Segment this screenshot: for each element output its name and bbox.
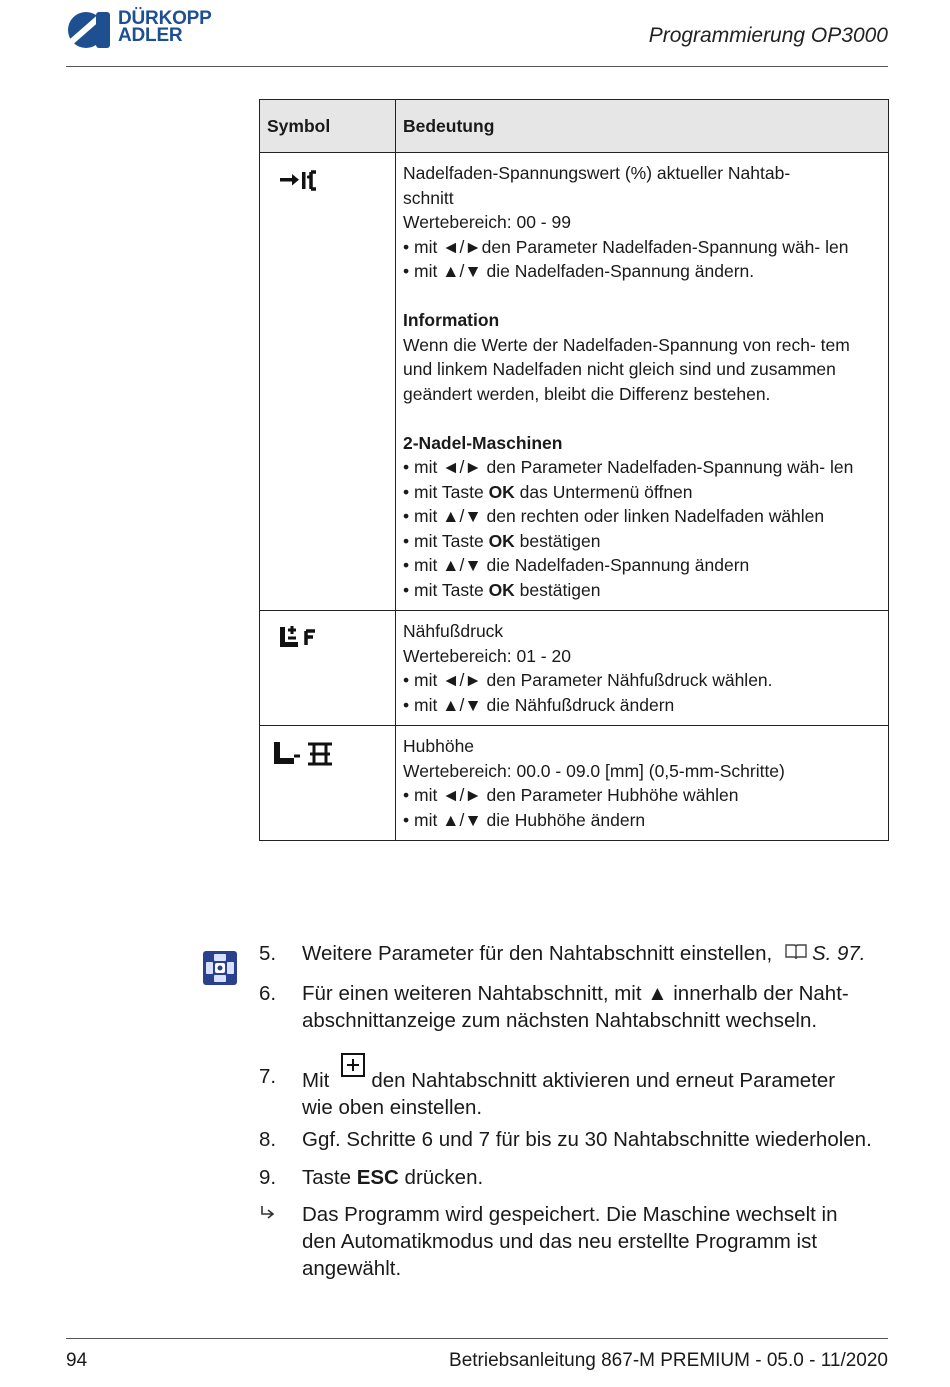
- presser-foot-pressure-icon: [278, 625, 328, 651]
- step-number: 8.: [259, 1128, 277, 1151]
- page-header-title: Programmierung OP3000: [648, 24, 888, 47]
- meaning-cell: [396, 726, 889, 841]
- footer-document-title: Betriebsanleitung 867-M PREMIUM - 05.0 - 11/2020: [449, 1350, 888, 1371]
- needle-thread-tension-icon: [278, 167, 324, 193]
- logo-text-line2: ADLER: [118, 25, 183, 46]
- step-5-text: Weitere Parameter für den Nahtabschnitt einstellen,: [302, 942, 773, 965]
- table-header-row: [260, 100, 889, 153]
- info-heading: Information: [403, 310, 500, 330]
- info-text: Wenn die Werte der Nadelfaden-Spannung von rech- tem und linkem Nadelfaden nicht gleich sind und zusammen geändert werden, bleibt die Differenz bestehen.: [403, 334, 850, 404]
- step-6-line-1: Für einen weiteren Nahtabschnitt, mit ▲ innerhalb der Naht-: [302, 982, 849, 1005]
- twin-needle-heading: 2-Nadel-Maschinen: [403, 432, 563, 453]
- page-reference-link[interactable]: S. 97.: [811, 942, 866, 965]
- twin-bullet-1: • mit ◄/► den Parameter Nadelfaden-Spannung wäh- len: [403, 457, 854, 477]
- step-7-text-b: den Nahtabschnitt aktivieren und erneut Parameter: [371, 1069, 836, 1092]
- step-number: 7.: [259, 1065, 277, 1088]
- stroke-height-icon: [272, 740, 336, 768]
- company-logo: [66, 10, 236, 50]
- meaning-cell: [396, 611, 889, 726]
- table-row: [260, 611, 889, 726]
- result-line-3: angewählt.: [302, 1257, 402, 1280]
- row3-range: Wertebereich: 00.0 - 09.0 [mm] (0,5-mm-Schritte): [403, 760, 785, 781]
- row3-bullet-1: • mit ◄/► den Parameter Hubhöhe wählen: [403, 785, 739, 805]
- twin-bullet-6: • mit Taste OK bestätigen: [403, 579, 601, 600]
- row2-range: Wertebereich: 01 - 20: [403, 645, 571, 666]
- twin-bullet-5: • mit ▲/▼ die Nadelfaden-Spannung ändern: [403, 555, 750, 575]
- row1-bullet-2: • mit ▲/▼ die Nadelfaden-Spannung ändern.: [403, 261, 755, 281]
- book-reference-icon: [784, 943, 808, 961]
- step-number: 9.: [259, 1166, 277, 1189]
- symbol-cell: [260, 726, 396, 841]
- step-number: 6.: [259, 982, 277, 1005]
- step-8-text: Ggf. Schritte 6 und 7 für bis zu 30 Nahtabschnitte wiederholen.: [302, 1128, 872, 1151]
- footer-divider: [66, 1338, 888, 1339]
- add-section-key-icon: [341, 1053, 365, 1077]
- row2-bullet-1: • mit ◄/► den Parameter Nähfußdruck wählen.: [403, 670, 773, 690]
- column-header-meaning: Bedeutung: [396, 100, 889, 153]
- row3-title: Hubhöhe: [403, 736, 475, 756]
- step-number: 5.: [259, 942, 277, 965]
- step-7-text-a: Mit: [302, 1069, 330, 1092]
- row2-title: Nähfußdruck: [403, 621, 504, 641]
- symbol-cell: [260, 153, 396, 611]
- result-line-1: Das Programm wird gespeichert. Die Maschine wechselt in: [302, 1203, 838, 1226]
- logo-text-line1: DÜRKOPP: [118, 8, 212, 29]
- page-number: 94: [66, 1350, 88, 1371]
- symbol-cell: [260, 611, 396, 726]
- step-6-line-2: abschnittanzeige zum nächsten Nahtabschnitt wechseln.: [302, 1009, 818, 1032]
- row2-bullet-2: • mit ▲/▼ die Nähfußdruck ändern: [403, 694, 675, 715]
- row1-range: Wertebereich: 00 - 99: [403, 212, 571, 232]
- table-row: [260, 726, 889, 841]
- row1-line-1: Nadelfaden-Spannungswert (%) aktueller Nahtab-: [403, 163, 791, 183]
- header-divider: [66, 66, 888, 67]
- step-7-line-2: wie oben einstellen.: [302, 1096, 483, 1119]
- table-row: [260, 153, 889, 611]
- twin-bullet-4: • mit Taste OK bestätigen: [403, 530, 601, 551]
- row1-bullet-1: • mit ◄/►den Parameter Nadelfaden-Spannung wäh- len: [403, 236, 849, 257]
- row3-bullet-2: • mit ▲/▼ die Hubhöhe ändern: [403, 809, 646, 830]
- twin-bullet-3: • mit ▲/▼ den rechten oder linken Nadelfaden wählen: [403, 506, 825, 526]
- column-header-symbol: Symbol: [260, 100, 396, 153]
- result-arrow-icon: [259, 1204, 279, 1224]
- twin-bullet-2: • mit Taste OK das Untermenü öffnen: [403, 481, 693, 502]
- parameter-table: [259, 99, 889, 841]
- step-9-text: Taste ESC drücken.: [302, 1166, 484, 1189]
- logo-mark-icon: [66, 10, 112, 50]
- meaning-cell: [396, 153, 889, 611]
- result-line-2: den Automatikmodus und das neu erstellte Programm ist: [302, 1230, 818, 1253]
- keypad-navigation-icon: [203, 951, 237, 985]
- row1-line-2: schnitt: [403, 187, 454, 208]
